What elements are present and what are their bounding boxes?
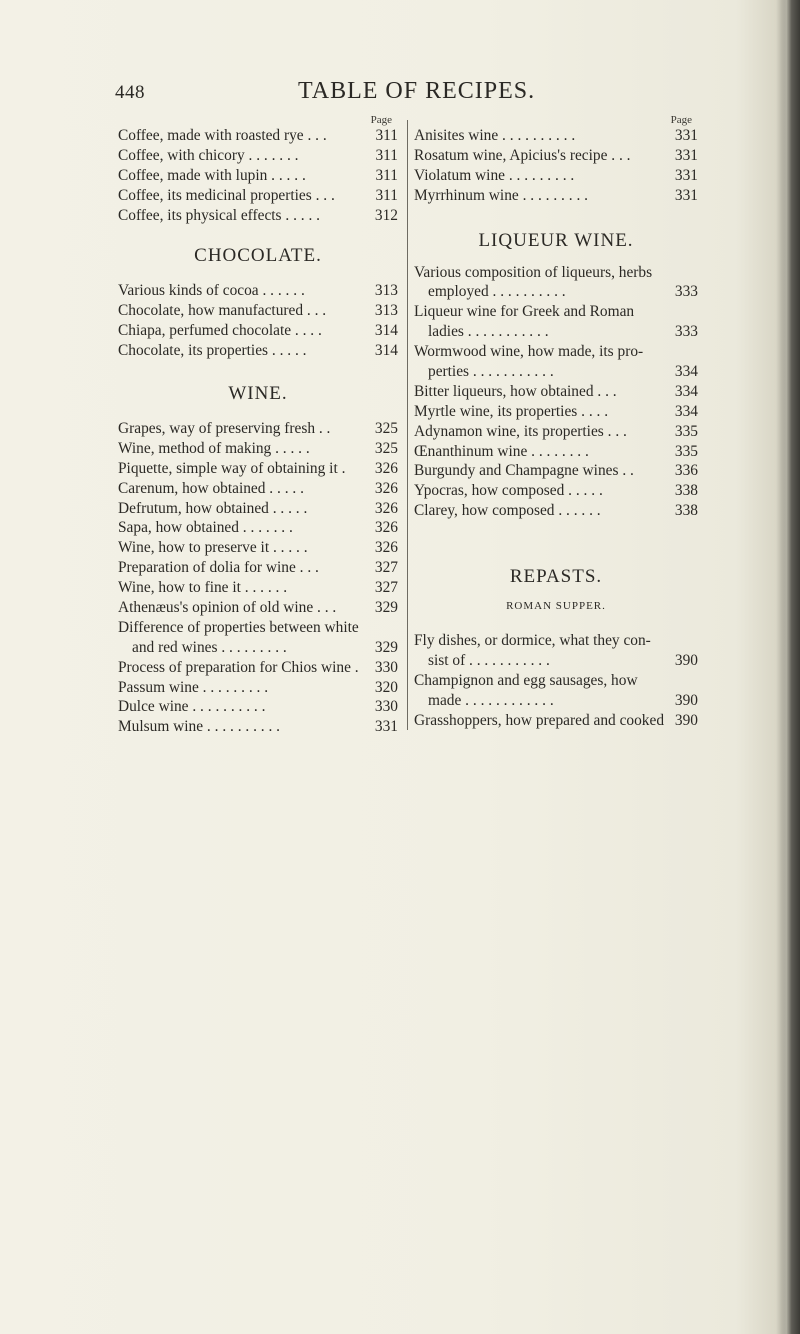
entry-page: 325 [374,420,398,438]
toc-entry [414,691,698,711]
toc-entry [118,638,398,658]
entry-page: 325 [374,439,398,457]
toc-entry [414,146,698,166]
entry-title: Dulce wine . . . . . . . . . . [118,698,266,716]
page-column-label: Page [370,114,392,126]
toc-entry [118,658,398,678]
toc-entry [118,126,398,146]
entry-page: 330 [374,658,398,676]
toc-entry [118,499,398,519]
entry-title: Clarey, how composed . . . . . . [414,502,601,520]
toc-entry [414,501,698,521]
entry-title: Wine, how to preserve it . . . . . [118,539,308,557]
toc-entry [118,538,398,558]
section-title-wine: WINE. [228,383,288,405]
entry-title: Athenæus's opinion of old wine . . . [118,599,337,617]
toc-entry [118,717,398,737]
entry-title: Chiapa, perfumed chocolate . . . . [118,322,322,340]
entry-page: 326 [374,479,398,497]
entry-page: 390 [674,691,698,709]
entry-title: Carenum, how obtained . . . . . [118,479,304,497]
toc-entry [118,598,398,618]
entry-title: Anisites wine . . . . . . . . . . [414,127,576,144]
repasts-list [414,631,698,730]
entry-page: 331 [674,186,698,204]
toc-entry [118,146,398,166]
chocolate-list [118,281,398,361]
entry-title: Coffee, made with lupin . . . . . [118,166,306,184]
entry-page: 326 [374,459,398,477]
entry-title: Chocolate, its properties . . . . . [118,342,307,360]
subsection-title-roman-supper: ROMAN SUPPER. [506,600,606,613]
toc-entry [414,651,698,671]
entry-title: Coffee, its physical effects . . . . . [118,206,321,224]
right-column [414,114,698,731]
toc-entry [118,419,398,439]
toc-entry [414,422,698,442]
entry-title-line: Champignon and egg sausages, how [414,671,638,689]
page-column-label: Page [670,114,692,126]
entry-page: 330 [374,698,398,716]
toc-entry [414,322,698,342]
toc-entry [118,678,398,698]
entry-title: Myrrhinum wine . . . . . . . . . [414,186,588,204]
liqueur-list [414,263,698,522]
running-title: TABLE OF RECIPES. [298,78,536,104]
entry-title: employed . . . . . . . . . . [428,283,566,301]
entry-title-line: Various composition of liqueurs, herbs [414,263,653,281]
section-title-liqueur-wine: LIQUEUR WINE. [478,229,634,251]
toc-entry [414,461,698,481]
section-title-chocolate: CHOCOLATE. [194,245,322,267]
entry-title-line: Liqueur wine for Greek and Roman [414,303,635,321]
toc-entry [414,362,698,382]
entry-page: 390 [674,711,698,729]
entry-page: 333 [674,283,698,301]
entry-title: Passum wine . . . . . . . . . [118,678,269,696]
toc-entry [118,301,398,321]
entry-title: made . . . . . . . . . . . . [428,691,554,709]
entry-title: perties . . . . . . . . . . . [428,363,554,381]
entry-title: Chocolate, how manufactured . . . [118,302,327,320]
entry-title: Violatum wine . . . . . . . . . [414,166,575,184]
entry-title-line: Fly dishes, or dormice, what they con- [414,632,651,650]
entry-title: Wine, how to fine it . . . . . . [118,579,288,597]
entry-page: 327 [374,559,398,577]
entry-page: 336 [674,462,698,480]
column-rule [407,120,408,730]
toc-entry [414,442,698,462]
entry-page: 390 [674,652,698,670]
toc-entry [118,166,398,186]
entry-page: 331 [674,127,698,144]
entry-page: 311 [375,146,398,164]
entry-title: Rosatum wine, Apicius's recipe . . . [414,146,631,164]
entry-page: 311 [375,186,398,204]
entry-page: 312 [374,206,398,224]
entry-page: 326 [374,499,398,517]
toc-entry [118,518,398,538]
toc-entry [414,711,698,731]
toc-entry [118,321,398,341]
entry-title: Defrutum, how obtained . . . . . [118,499,308,517]
entry-title: ladies . . . . . . . . . . . [428,323,549,341]
toc-entry [118,697,398,717]
entry-page: 331 [674,146,698,164]
toc-entry [414,166,698,186]
toc-entry [118,281,398,301]
entry-page: 334 [674,363,698,381]
entry-title: Ypocras, how composed . . . . . [414,482,603,500]
entry-page: 313 [374,282,398,300]
entry-title: Myrtle wine, its properties . . . . [414,402,609,420]
left-column [118,114,398,737]
entry-title: Piquette, simple way of obtaining it . [118,459,346,477]
toc-entry [118,341,398,361]
entry-page: 333 [674,323,698,341]
toc-entry [118,186,398,206]
page-header [0,78,800,108]
entry-page: 335 [674,422,698,440]
entry-page: 331 [674,166,698,184]
entry-page: 334 [674,402,698,420]
entry-title: Coffee, its medicinal properties . . . [118,186,335,204]
entry-page: 329 [374,638,398,656]
entry-title: Œnanthinum wine . . . . . . . . [414,442,589,460]
entry-title: Coffee, with chicory . . . . . . . [118,146,299,164]
toc-entry [118,479,398,499]
toc-entry [414,282,698,302]
toc-entry [118,439,398,459]
toc-entry [414,186,698,206]
entry-page: 338 [674,502,698,520]
entry-title: Bitter liqueurs, how obtained . . . [414,382,617,400]
entry-page: 314 [374,322,398,340]
entry-page: 311 [375,166,398,184]
entry-page: 331 [374,718,398,736]
toc-entry [414,126,698,146]
entry-page: 326 [374,539,398,557]
entry-title: Sapa, how obtained . . . . . . . [118,519,293,537]
toc-entry [118,206,398,226]
wine-continued-list [414,126,698,206]
entry-title: Process of preparation for Chios wine . [118,658,359,676]
entry-title: and red wines . . . . . . . . . [132,638,287,656]
entry-page: 338 [674,482,698,500]
entry-title: Mulsum wine . . . . . . . . . . [118,718,281,736]
entry-page: 327 [374,579,398,597]
toc-entry [118,558,398,578]
entry-title: Coffee, made with roasted rye . . . [118,127,327,144]
entry-title: Grasshoppers, how prepared and cooked [414,711,665,729]
coffee-list [118,126,398,225]
entry-title: Preparation of dolia for wine . . . [118,559,319,577]
entry-page: 329 [374,599,398,617]
entry-page: 313 [374,302,398,320]
section-title-repasts: REPASTS. [509,566,603,588]
wine-list [118,419,398,737]
entry-title: Various kinds of cocoa . . . . . . [118,282,305,300]
toc-entry [118,578,398,598]
entry-title-line: Difference of properties between white [118,618,359,636]
entry-page: 326 [374,519,398,537]
page-edge [786,0,800,1334]
entry-page: 335 [674,442,698,460]
entry-title: sist of . . . . . . . . . . . [428,652,550,670]
toc-entry [414,481,698,501]
entry-page: 314 [374,342,398,360]
entry-title-line: Wormwood wine, how made, its pro- [414,343,644,361]
toc-entry [414,402,698,422]
entry-page: 320 [374,678,398,696]
entry-title: Wine, method of making . . . . . [118,439,310,457]
toc-entry [118,459,398,479]
toc-entry [414,382,698,402]
entry-title: Adynamon wine, its properties . . . [414,422,627,440]
entry-page: 334 [674,382,698,400]
entry-page: 311 [375,127,398,144]
page-number: 448 [115,82,145,103]
entry-title: Grapes, way of preserving fresh . . [118,420,331,438]
entry-title: Burgundy and Champagne wines . . [414,462,634,480]
